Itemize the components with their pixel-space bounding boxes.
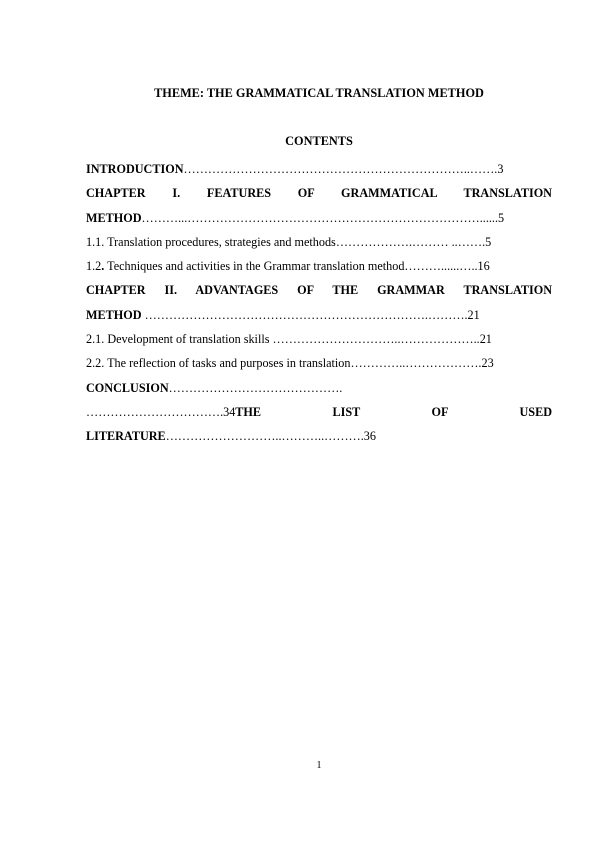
toc-leader: ………...………………………………………………………………...... <box>141 210 499 225</box>
document-theme-title: THEME: THE GRAMMATICAL TRANSLATION METHOD <box>154 86 484 100</box>
toc-label: METHOD <box>86 307 145 322</box>
toc-leader: ……………….……… ..……. <box>335 234 486 249</box>
toc-page-number: 5 <box>485 234 492 249</box>
toc-label: 2.2. The reflection of tasks and purposes in translation <box>86 356 351 371</box>
toc-entry-chapter-1-line-2 <box>86 206 552 230</box>
toc-page-number: 16 <box>477 259 490 274</box>
toc-leader: ………………………..………..………. <box>165 429 364 444</box>
table-of-contents <box>86 157 552 449</box>
toc-entry-literature-line-2 <box>86 424 552 448</box>
toc-label: CONCLUSION <box>86 380 169 395</box>
toc-entry-chapter-2-line-1: CHAPTER II. ADVANTAGES OF THE GRAMMAR TRANSLATION <box>86 283 552 298</box>
toc-label: Techniques and activities in the Grammar translation method <box>104 259 405 274</box>
toc-entry-conclusion-line-2 <box>86 400 552 424</box>
toc-label: METHOD <box>86 210 142 225</box>
toc-leader: …………………………..……………….. <box>272 332 480 347</box>
toc-entry-section-1-1 <box>86 230 552 254</box>
toc-entry-chapter-1-line-1: CHAPTER I. FEATURES OF GRAMMATICAL TRANSLATION <box>86 186 552 201</box>
toc-leader: ……………………………………………………………..……. <box>183 162 498 176</box>
toc-entry-chapter-2-line-2 <box>86 303 552 327</box>
toc-label: INTRODUCTION <box>86 162 184 176</box>
page-number: 1 <box>316 760 322 771</box>
toc-section-number: 1.2 <box>86 259 102 274</box>
toc-page-number: 3 <box>497 162 504 176</box>
toc-entry-section-1-2 <box>86 254 552 278</box>
toc-page-number: 21 <box>479 332 492 347</box>
toc-page-number: 21 <box>467 307 480 322</box>
toc-page-number: 5 <box>498 210 505 225</box>
toc-entry-section-2-2 <box>86 351 552 375</box>
toc-entry-introduction <box>86 157 552 181</box>
toc-section-dot: . <box>101 259 105 274</box>
toc-leader: …………………………………………………………….………. <box>144 307 468 322</box>
toc-leader: ………......….. <box>404 259 478 274</box>
toc-label: 1.1. Translation procedures, strategies and methods <box>86 234 336 249</box>
toc-leader: ……………………………. <box>86 404 224 419</box>
toc-leader: ……………………………………. <box>168 380 343 395</box>
toc-leader: …………..………………. <box>350 356 482 371</box>
toc-entry-conclusion-line-1 <box>86 376 552 400</box>
toc-page-number: 23 <box>481 356 494 371</box>
toc-page-number: 34 <box>223 404 236 419</box>
toc-label: LITERATURE <box>86 429 166 444</box>
toc-literature-heading: THE LIST OF USED <box>235 404 552 419</box>
toc-page-number: 36 <box>363 429 376 444</box>
contents-heading: CONTENTS <box>285 134 353 148</box>
toc-entry-section-2-1 <box>86 327 552 351</box>
toc-label: 2.1. Development of translation skills <box>86 332 273 347</box>
